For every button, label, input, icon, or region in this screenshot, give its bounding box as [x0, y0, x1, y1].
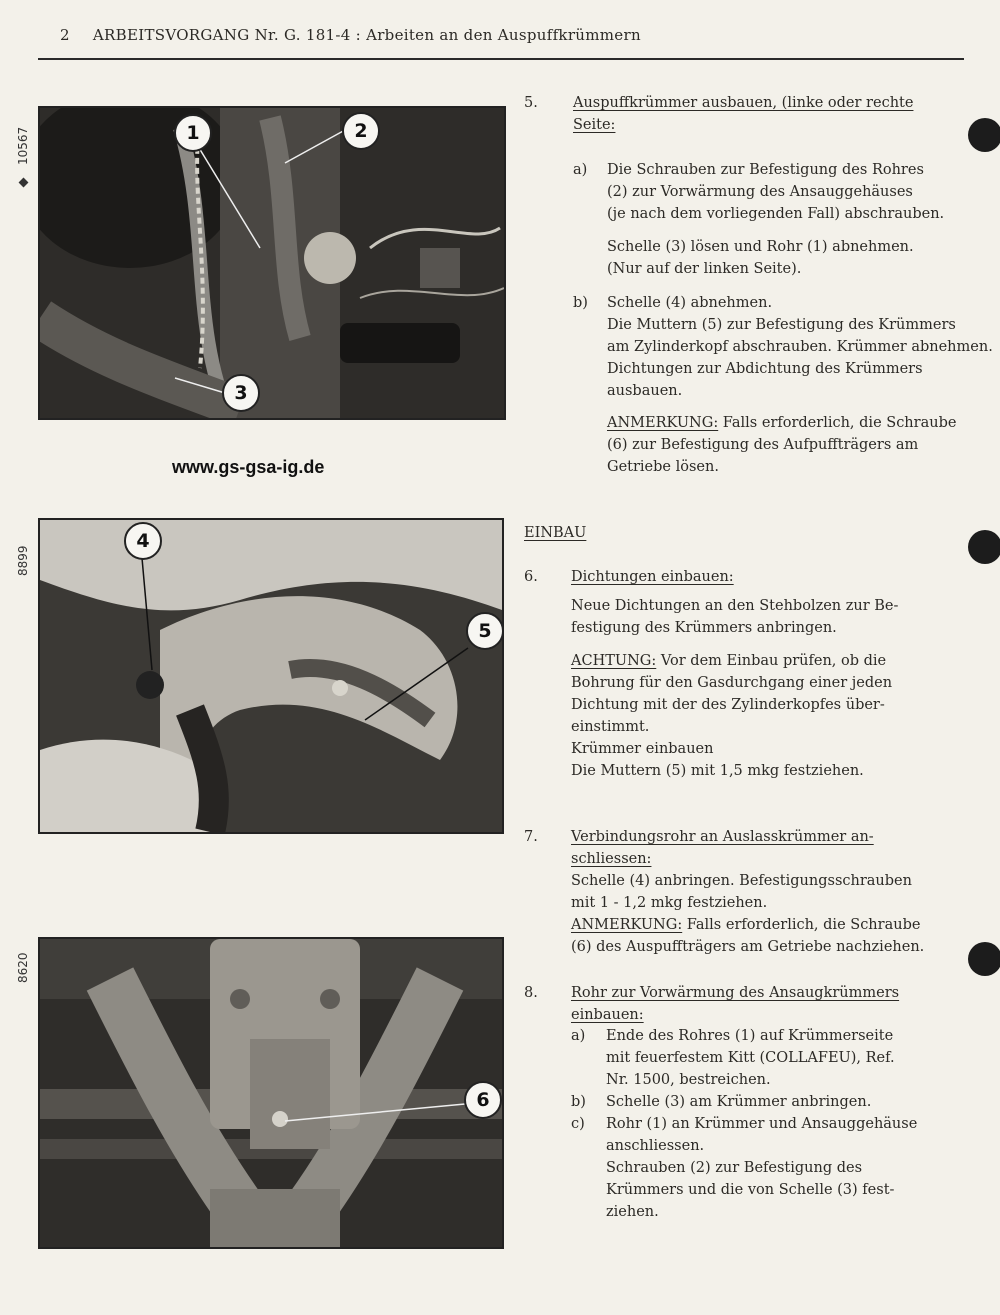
step-6-warn-text: Vor dem Einbau prüfen, ob die [656, 653, 887, 669]
step-8c-line3: Schrauben (2) zur Befestigung des [606, 1160, 863, 1176]
step-6-number: 6. [524, 569, 538, 585]
step-6-warn-line5: Krümmer einbauen [571, 741, 714, 757]
section-einbau: EINBAU [524, 525, 587, 541]
step-7-number: 7. [524, 829, 538, 845]
step-5-note-line1 [607, 412, 956, 434]
photo-exhaust-support [38, 937, 504, 1249]
step-8b-label: b) [571, 1094, 586, 1110]
photo-code-1: 10567 [16, 126, 30, 165]
step-5a2-line1: Schelle (3) lösen und Rohr (1) abnehmen. [607, 239, 914, 255]
step-8-title-line2: einbauen: [571, 1007, 644, 1023]
callout-3: 3 [222, 374, 260, 412]
photo-manifold [38, 518, 504, 834]
step-8-number: 8. [524, 985, 538, 1001]
step-6-line2: festigung des Krümmers anbringen. [571, 620, 837, 636]
callout-1: 1 [174, 114, 212, 152]
step-6-warn-label: ACHTUNG: [571, 653, 657, 669]
punch-hole-middle [968, 530, 1000, 564]
manifold-photo-illustration [40, 520, 502, 832]
step-5b-line4: Dichtungen zur Abdichtung des Krümmers [607, 361, 923, 377]
step-6-warn-line4: einstimmt. [571, 719, 650, 735]
page-number: 2 [60, 26, 70, 44]
step-5-title-line1: Auspuffkrümmer ausbauen, (linke oder rechte [573, 95, 914, 111]
callout-6: 6 [464, 1081, 502, 1119]
step-5a-line3: (je nach dem vorliegenden Fall) abschrauben. [607, 206, 945, 222]
callout-4: 4 [124, 522, 162, 560]
step-5b-line3: am Zylinderkopf abschrauben. Krümmer abnehmen. [607, 339, 993, 355]
step-5-title-line2: Seite: [573, 117, 616, 133]
step-8a-line2: mit feuerfestem Kitt (COLLAFEU), Ref. [606, 1050, 895, 1066]
step-8b-line1: Schelle (3) am Krümmer anbringen. [606, 1094, 872, 1110]
step-5-note-label: ANMERKUNG: [607, 415, 719, 431]
punch-hole-top [968, 118, 1000, 152]
callout-2: 2 [342, 112, 380, 150]
photo-engine-top [38, 106, 506, 420]
step-7-note-line2: (6) des Auspuffträgers am Getriebe nachziehen. [571, 939, 925, 955]
step-8c-line2: anschliessen. [606, 1138, 705, 1154]
photo-code-3: 8620 [16, 952, 30, 983]
page-header [60, 26, 641, 44]
step-7-note-line1 [571, 914, 920, 936]
step-6-title: Dichtungen einbauen: [571, 569, 734, 585]
step-5a-label: a) [573, 162, 588, 178]
step-7-line1: Schelle (4) anbringen. Befestigungsschrauben [571, 873, 912, 889]
header-rule [38, 58, 964, 60]
step-7-title-line2: schliessen: [571, 851, 652, 867]
step-8c-line4: Krümmers und die von Schelle (3) fest- [606, 1182, 895, 1198]
diamond-marker [19, 178, 29, 188]
punch-hole-bottom [968, 942, 1000, 976]
exhaust-photo-illustration [40, 939, 502, 1247]
step-8c-line1: Rohr (1) an Krümmer und Ansauggehäuse [606, 1116, 918, 1132]
step-8a-label: a) [571, 1028, 586, 1044]
step-6-warn-line6: Die Muttern (5) mit 1,5 mkg festziehen. [571, 763, 864, 779]
step-8-title-line1: Rohr zur Vorwärmung des Ansaugkrümmers [571, 985, 900, 1001]
step-8c-label: c) [571, 1116, 585, 1132]
step-7-line2: mit 1 - 1,2 mkg festziehen. [571, 895, 768, 911]
photo-code-2: 8899 [16, 545, 30, 576]
step-5-number: 5. [524, 95, 538, 111]
step-8c-line5: ziehen. [606, 1204, 659, 1220]
callout-5: 5 [466, 612, 504, 650]
step-5b-line2: Die Muttern (5) zur Befestigung des Krümmers [607, 317, 956, 333]
step-5-note-line3: Getriebe lösen. [607, 459, 719, 475]
step-6-warn-line3: Dichtung mit der des Zylinderkopfes über- [571, 697, 885, 713]
website-watermark: www.gs-gsa-ig.de [172, 457, 325, 477]
step-7-title-line1: Verbindungsrohr an Auslasskrümmer an- [571, 829, 874, 845]
step-7-note-label: ANMERKUNG: [571, 917, 683, 933]
step-8a-line3: Nr. 1500, bestreichen. [606, 1072, 771, 1088]
step-5a2-line2: (Nur auf der linken Seite). [607, 261, 802, 277]
step-5a-line2: (2) zur Vorwärmung des Ansauggehäuses [607, 184, 913, 200]
step-5a-line1: Die Schrauben zur Befestigung des Rohres [607, 162, 924, 178]
step-8a-line1: Ende des Rohres (1) auf Krümmerseite [606, 1028, 894, 1044]
engine-photo-illustration [40, 108, 504, 418]
step-5-note-line2: (6) zur Befestigung des Aufpuffträgers am [607, 437, 919, 453]
step-5b-label: b) [573, 295, 588, 311]
step-6-warn-line2: Bohrung für den Gasdurchgang einer jeden [571, 675, 893, 691]
step-6-warn-line1 [571, 650, 886, 672]
page-title: ARBEITSVORGANG Nr. G. 181-4 : Arbeiten an den Auspuffkrümmern [92, 26, 641, 44]
step-7-note-text: Falls erforderlich, die Schraube [682, 917, 921, 933]
step-6-line1: Neue Dichtungen an den Stehbolzen zur Be- [571, 598, 899, 614]
step-5-note-text: Falls erforderlich, die Schraube [718, 415, 957, 431]
step-5b-line5: ausbauen. [607, 383, 683, 399]
step-5b-line1: Schelle (4) abnehmen. [607, 295, 773, 311]
